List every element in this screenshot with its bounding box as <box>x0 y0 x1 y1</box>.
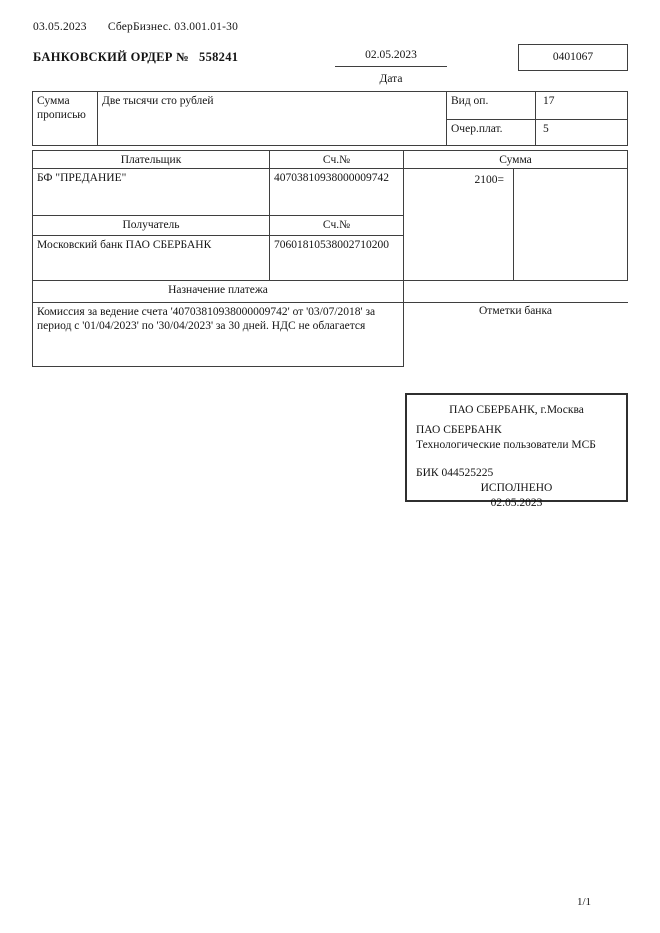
bank-marks-header: Отметки банка <box>479 305 552 317</box>
order-date-value: 02.05.2023 <box>365 49 417 61</box>
stamp-status-date: 02.05.2023 <box>490 497 543 509</box>
order-date-label: Дата <box>379 73 403 85</box>
stamp-department: Технологические пользователи МСБ <box>416 439 596 451</box>
document-title-text: БАНКОВСКИЙ ОРДЕР № <box>33 50 190 64</box>
stamp-bank-city: ПАО СБЕРБАНК, г.Москва <box>449 404 584 416</box>
purpose-text-cell: Комиссия за ведение счета '40703810938000009742' от '03/07/2018' за период с '01/04/2023' по '30/04/2023' за 30 дней. НДС не облагается <box>32 302 404 367</box>
receiver-name-cell: Московский банк ПАО СБЕРБАНК <box>32 235 270 281</box>
form-code-value: 0401067 <box>552 51 594 63</box>
amount-words-value-cell: Две тысячи сто рублей <box>97 91 447 146</box>
priority-label-cell: Очер.плат. <box>446 119 536 146</box>
stamp-status: ИСПОЛНЕНО <box>480 482 553 494</box>
sum-empty-cell <box>513 168 628 281</box>
order-number: 558241 <box>199 50 239 64</box>
document-title <box>33 50 238 65</box>
stamp-bik: БИК 044525225 <box>416 467 494 479</box>
document-meta-line <box>33 21 256 33</box>
bank-stamp <box>405 393 628 509</box>
sum-header-cell: Сумма <box>403 150 628 169</box>
op-type-label-cell: Вид оп. <box>446 91 536 120</box>
op-type-value-cell: 17 <box>535 91 628 120</box>
stamp-bank-name: ПАО СБЕРБАНК <box>416 424 502 436</box>
form-code-box <box>518 44 628 71</box>
receiver-account-header-cell: Сч.№ <box>269 215 404 236</box>
purpose-header-cell: Назначение платежа <box>32 280 404 303</box>
system-label: СберБизнес. 03.001.01-30 <box>107 21 239 33</box>
receiver-account-cell: 70601810538002710200 <box>269 235 404 281</box>
bank-marks-top-cell <box>403 280 628 303</box>
payer-header-cell: Плательщик <box>32 150 270 169</box>
order-date <box>335 49 447 67</box>
payer-account-cell: 40703810938000009742 <box>269 168 404 216</box>
sum-value-cell: 2100= <box>403 168 514 281</box>
print-date: 03.05.2023 <box>33 21 87 33</box>
payer-account-header-cell: Сч.№ <box>269 150 404 169</box>
amount-words-label-cell: Сумма прописью <box>32 91 98 146</box>
payer-name-cell: БФ "ПРЕДАНИЕ" <box>32 168 270 216</box>
priority-value-cell: 5 <box>535 119 628 146</box>
page-number: 1/1 <box>577 896 592 908</box>
receiver-header-cell: Получатель <box>32 215 270 236</box>
